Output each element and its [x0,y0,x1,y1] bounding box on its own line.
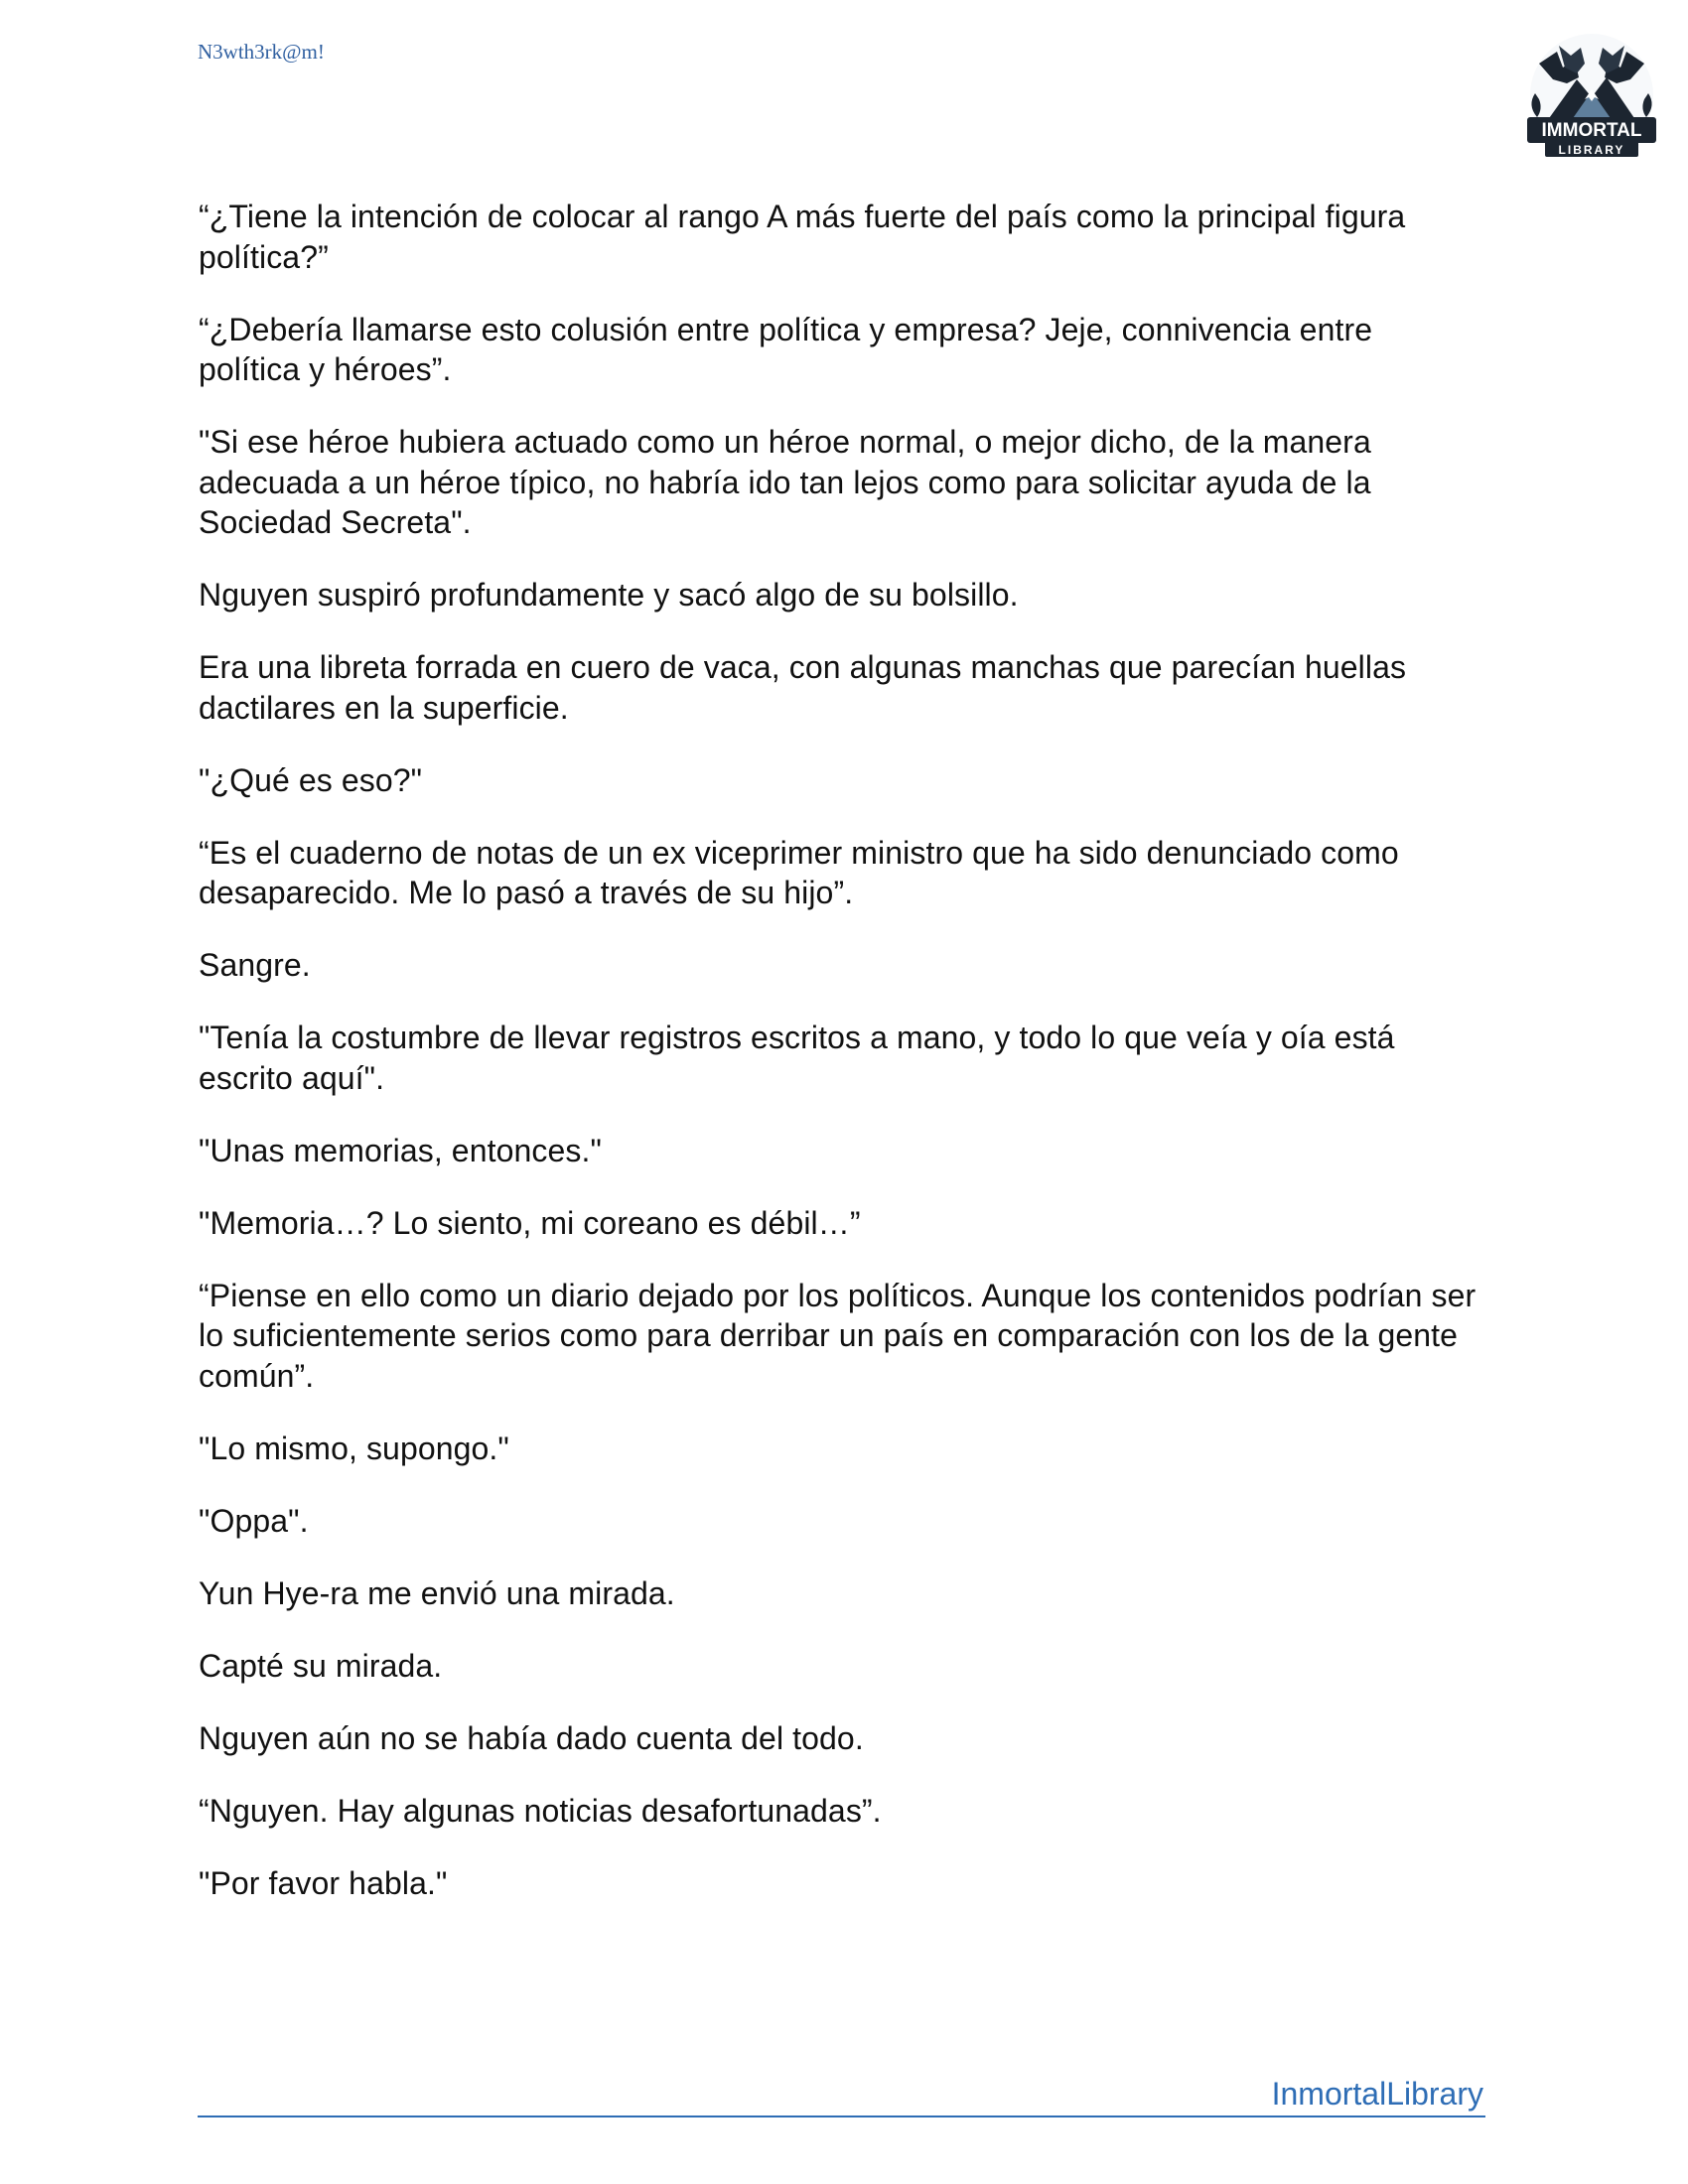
header-watermark: N3wth3rk@m! [198,40,325,64]
logo-line2: LIBRARY [1558,143,1625,157]
paragraph: “¿Debería llamarse esto colusión entre política y empresa? Jeje, connivencia entre política y héroes”. [199,311,1373,387]
document-body [199,197,1479,1936]
paragraph: Era una libreta forrada en cuero de vaca, con algunas manchas que parecían huellas dactilares en la superficie. [199,649,1407,726]
paragraph: "Oppa". [199,1502,309,1539]
paragraph: "Memoria…? Lo siento, mi coreano es débil…” [199,1204,861,1241]
paragraph: “¿Tiene la intención de colocar al rango A más fuerte del país como la principal figura política?” [199,199,1406,275]
paragraph: "¿Qué es eso?" [199,761,423,798]
paragraph: "Si ese héroe hubiera actuado como un héroe normal, o mejor dicho, de la manera adecuada a un héroe típico, no habría ido tan lejos como para solicitar ayuda de la Sociedad Secreta". [199,424,1371,540]
paragraph: Capté su mirada. [199,1647,443,1684]
footer-divider [198,2116,1485,2117]
paragraph: Nguyen aún no se había dado cuenta del todo. [199,1719,864,1756]
paragraph: "Por favor habla." [199,1864,448,1901]
footer-link-inmortal-library[interactable]: InmortalLibrary [1271,2076,1483,2112]
paragraph: "Unas memorias, entonces." [199,1132,602,1168]
paragraph: “Es el cuaderno de notas de un ex viceprimer ministro que ha sido denunciado como desaparecido. Me lo pasó a través de su hijo”. [199,834,1399,910]
paragraph: Yun Hye-ra me envió una mirada. [199,1574,675,1611]
paragraph: “Nguyen. Hay algunas noticias desafortunadas”. [199,1792,882,1829]
paragraph: Sangre. [199,947,311,983]
logo-line1: IMMORTAL [1541,120,1642,141]
dragon-mountain-emblem-icon [1519,34,1664,163]
paragraph: "Lo mismo, supongo." [199,1430,509,1466]
paragraph: "Tenía la costumbre de llevar registros escritos a mano, y todo lo que veía y oía está escrito aquí". [199,1020,1395,1096]
immortal-library-logo [1519,34,1664,163]
paragraph: “Piense en ello como un diario dejado por los políticos. Aunque los contenidos podrían ser lo suficientemente serios como para derribar un país en comparación con los de la gente común”. [199,1277,1477,1394]
paragraph: Nguyen suspiró profundamente y sacó algo de su bolsillo. [199,577,1019,613]
